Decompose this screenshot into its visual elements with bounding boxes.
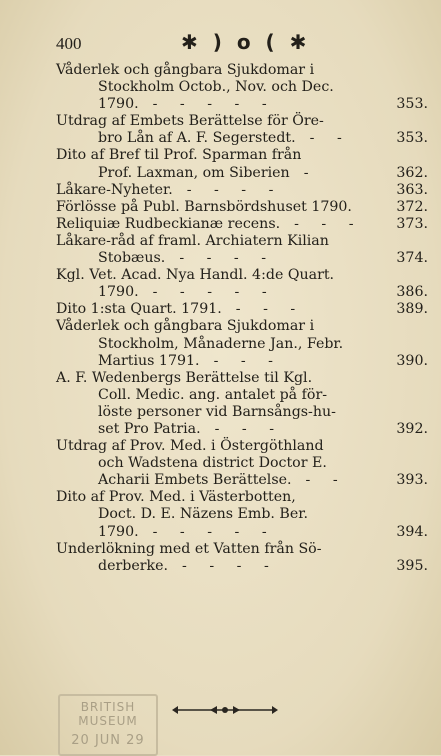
toc-page-number: 386. xyxy=(396,284,428,301)
toc-entry-text: Martius 1791. xyxy=(98,352,200,369)
toc-entry xyxy=(56,540,428,575)
page-header xyxy=(56,30,411,56)
leader-dots: - - - - xyxy=(179,250,276,267)
toc-entry xyxy=(56,215,428,233)
toc-entry xyxy=(56,232,428,267)
toc-page-number: 392. xyxy=(396,420,428,437)
leader-dots: - - xyxy=(309,130,351,147)
toc-entry-text: Våderlek och gångbara Sjukdomar i xyxy=(56,318,315,335)
toc-entry-line xyxy=(56,215,428,233)
toc-entry-text: Underlökning med et Vatten från Sö- xyxy=(56,540,322,557)
toc-entry-text: set Pro Patria. xyxy=(98,420,201,437)
toc-entry-line xyxy=(56,79,418,96)
ornamental-rule-icon xyxy=(170,703,280,717)
toc-entry-text: Kgl. Vet. Acad. Nya Handl. 4:de Quart. xyxy=(56,267,335,284)
leader-dots: - - - - - xyxy=(152,523,276,540)
toc-entry-line xyxy=(56,62,418,79)
stamp-date: 20 JUN 29 xyxy=(71,733,145,748)
page-number: 400 xyxy=(56,34,82,53)
toc-entry-text: Dito 1:sta Quart. 1791. xyxy=(56,301,222,318)
toc-entry-text: 1790. xyxy=(98,523,139,540)
toc-entry-text: Våderlek och gångbara Sjukdomar i xyxy=(56,62,315,78)
toc-entry-line xyxy=(56,404,418,421)
toc-page-number: 353. xyxy=(396,130,428,147)
toc-page-number: 374. xyxy=(396,250,428,267)
toc-entry-line xyxy=(56,336,418,353)
toc-entry-line xyxy=(56,370,418,387)
toc-entry-text: Dito af Bref til Prof. Sparman från xyxy=(56,147,302,164)
toc-entry-text: Låkare-Nyheter. xyxy=(56,181,173,198)
toc-entry-line xyxy=(56,420,428,438)
leader-dots: - - - xyxy=(214,420,284,437)
toc-entry-text: Reliquiæ Rudbeckianæ recens. xyxy=(56,215,281,232)
toc-page-number: 389. xyxy=(396,301,428,318)
toc-page-number: 395. xyxy=(396,557,428,574)
leader-dots: - - - xyxy=(213,352,282,369)
toc-entry-line xyxy=(56,181,428,199)
toc-entry-line xyxy=(56,267,418,284)
stamp-line: BRITISH xyxy=(80,700,136,714)
toc-entry-text: A. F. Wedenbergs Berättelse til Kgl. xyxy=(56,369,313,386)
toc-entry-line xyxy=(56,250,428,267)
leader-dots: - - - - - xyxy=(152,284,276,301)
stamp-line: MUSEUM xyxy=(78,714,138,728)
toc-entry-line xyxy=(56,233,418,250)
toc-entry xyxy=(56,438,428,489)
toc-entry xyxy=(56,301,428,318)
leader-dots: - - - - - xyxy=(152,96,276,113)
toc-page-number: 372. xyxy=(396,198,428,215)
toc-entry-text: Stockholm, Månaderne Jan., Febr. xyxy=(98,335,344,352)
toc-entry-line xyxy=(56,472,428,489)
toc-page-number: 390. xyxy=(396,352,428,369)
toc-entry-line xyxy=(56,541,418,558)
toc-entry-text: och Wadstena district Doctor E. xyxy=(98,455,327,472)
toc-entry-text: Doct. D. E. Näzens Emb. Ber. xyxy=(98,506,308,523)
toc-entry xyxy=(56,147,428,181)
toc-entry-line xyxy=(56,130,428,147)
toc-entry-line xyxy=(56,506,418,523)
toc-entry xyxy=(56,181,428,199)
toc-entry xyxy=(56,113,428,147)
toc-entry-line xyxy=(56,489,418,506)
toc-entry-text: Stockholm Octob., Nov. och Dec. xyxy=(98,79,334,96)
toc-page-number: 373. xyxy=(396,215,428,232)
toc-entry-text: derberke. xyxy=(98,557,169,574)
toc-page-number: 353. xyxy=(396,96,428,113)
toc-entry-line xyxy=(56,318,418,335)
header-ornament: ✱ ) o ( ✱ xyxy=(181,30,311,54)
toc-entry-text: 1790. xyxy=(98,96,139,113)
toc-page-number: 362. xyxy=(396,164,428,181)
toc-entry xyxy=(56,62,428,113)
toc-entry-line xyxy=(56,301,428,318)
toc-entry-line xyxy=(56,523,428,541)
leader-dots: - - - xyxy=(235,301,305,318)
toc-entry-line xyxy=(56,557,428,575)
leader-dots: - - - - xyxy=(186,181,283,198)
toc-entry-text: 1790. xyxy=(98,284,139,301)
toc-entry xyxy=(56,489,428,540)
leader-dots: - xyxy=(303,164,318,181)
toc-entry-text: Acharii Embets Berättelse. xyxy=(98,472,292,489)
toc-entry-text: Låkare-råd af framl. Archiatern Kilian xyxy=(56,232,329,249)
toc-entry-line xyxy=(56,455,418,472)
toc-entry-line xyxy=(56,284,428,301)
toc-entry-text: Utdrag af Embets Berättelse för Öre- xyxy=(56,113,324,130)
table-of-contents xyxy=(56,62,428,575)
leader-dots: - - - - xyxy=(182,557,278,574)
toc-entry-line xyxy=(56,147,418,164)
toc-entry-text: Coll. Medic. ang. antalet på för- xyxy=(98,386,328,403)
toc-entry-line xyxy=(56,387,418,404)
toc-entry-text: Stobæus. xyxy=(98,250,166,267)
toc-entry-text: löste personer vid Barnsångs-hu- xyxy=(98,403,336,420)
toc-entry-line xyxy=(56,96,428,113)
toc-entry-text: bro Lån af A. F. Segerstedt. xyxy=(98,130,296,147)
toc-entry-text: Dito af Prov. Med. i Västerbotten, xyxy=(56,489,296,506)
toc-entry-text: Förlösse på Publ. Barnsbördshuset 1790. xyxy=(56,198,352,215)
toc-entry xyxy=(56,318,428,369)
toc-entry-text: Prof. Laxman, om Siberien xyxy=(98,164,290,181)
toc-entry-line xyxy=(56,352,428,370)
toc-entry-line xyxy=(56,164,428,182)
toc-page-number: 394. xyxy=(396,523,428,540)
toc-entry-line xyxy=(56,438,418,455)
leader-dots: - - - xyxy=(294,215,363,232)
leader-dots: - - xyxy=(305,472,347,489)
toc-entry xyxy=(56,369,428,438)
library-stamp xyxy=(58,694,158,756)
toc-page-number: 363. xyxy=(396,181,428,198)
toc-entry xyxy=(56,267,428,301)
toc-entry-text: Utdrag af Prov. Med. i Östergöthland xyxy=(56,438,324,455)
toc-entry-line xyxy=(56,113,418,130)
toc-entry xyxy=(56,198,428,216)
toc-page-number: 393. xyxy=(396,472,428,489)
toc-entry-line xyxy=(56,198,428,216)
